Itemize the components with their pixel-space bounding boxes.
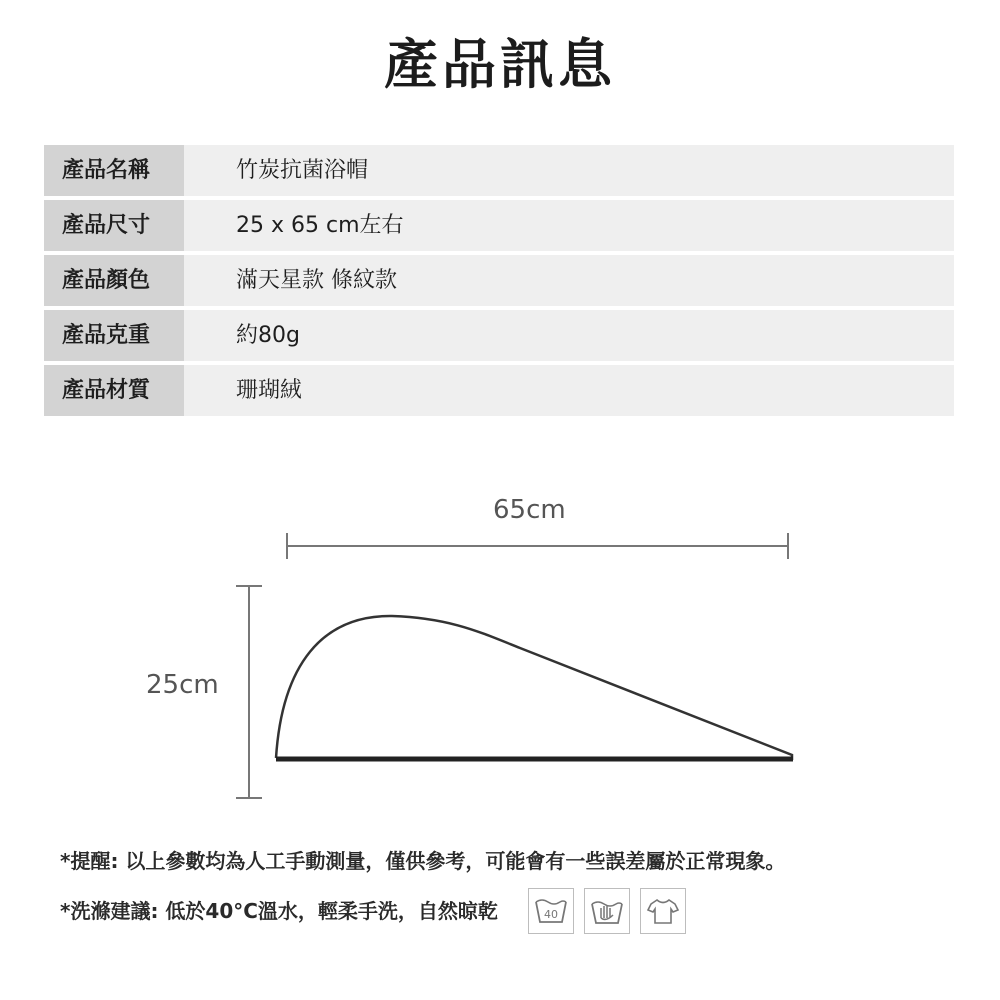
spec-label: 產品名稱 <box>44 145 184 196</box>
spec-label: 產品尺寸 <box>44 200 184 251</box>
wash-advice-text: *洗滌建議: 低於40°C溫水，輕柔手洗，自然晾乾 <box>60 899 498 923</box>
spec-table <box>44 145 954 420</box>
spec-label: 產品顏色 <box>44 255 184 306</box>
spec-row-color <box>44 255 954 306</box>
spec-value: 竹炭抗菌浴帽 <box>184 145 954 196</box>
care-icons <box>528 888 696 934</box>
spec-value: 約80g <box>184 310 954 361</box>
shower-cap-outline <box>276 616 792 760</box>
width-dimension-label: 65cm <box>493 495 566 525</box>
spec-label: 產品克重 <box>44 310 184 361</box>
shirt-dry-icon <box>640 888 686 934</box>
height-dimension-label: 25cm <box>146 670 219 700</box>
page-title: 產品訊息 <box>384 33 616 96</box>
size-diagram <box>0 490 1000 810</box>
hand-wash-icon <box>584 888 630 934</box>
wash-temperature: 40 <box>543 908 558 921</box>
width-dimension-line <box>287 533 788 559</box>
height-dimension-line <box>236 586 262 798</box>
spec-row-name <box>44 145 954 196</box>
spec-value: 25 x 65 cm左右 <box>184 200 954 251</box>
spec-row-material <box>44 365 954 416</box>
cap-outline-drawing <box>0 490 1000 810</box>
wash-advice-row <box>60 896 960 926</box>
spec-row-size <box>44 200 954 251</box>
notes-section <box>60 846 960 926</box>
spec-row-weight <box>44 310 954 361</box>
wash-40-icon <box>528 888 574 934</box>
spec-value: 滿天星款 條紋款 <box>184 255 954 306</box>
measurement-reminder: *提醒: 以上參數均為人工手動測量，僅供參考，可能會有一些誤差屬於正常現象。 <box>60 849 786 873</box>
spec-label: 產品材質 <box>44 365 184 416</box>
spec-value: 珊瑚絨 <box>184 365 954 416</box>
